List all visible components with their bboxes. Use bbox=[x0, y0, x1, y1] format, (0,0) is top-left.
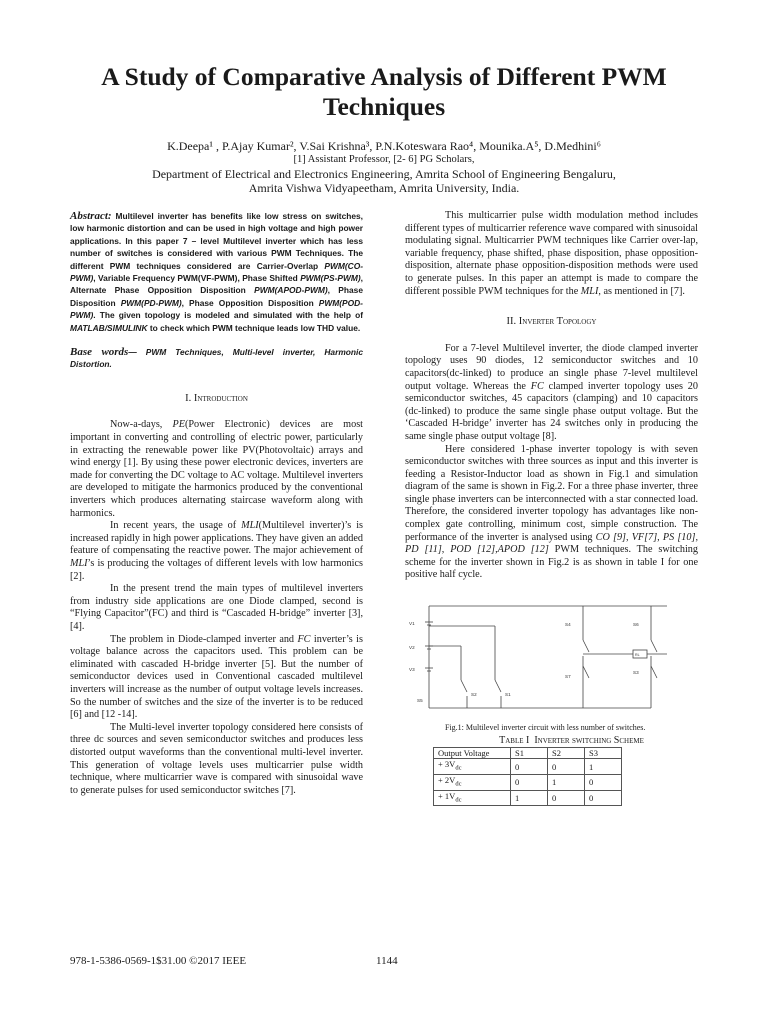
table-row bbox=[434, 790, 622, 806]
header-cell: Output Voltage bbox=[434, 748, 511, 759]
inverter-circuit-diagram bbox=[405, 596, 675, 722]
author-roles: [1] Assistant Professor, [2- 6] PG Scholars, bbox=[293, 154, 475, 165]
intro-paragraph-5: The Multi-level inverter topology considered here consists of three dc sources and seven semiconductor switches and produces less distorted output waveforms than the conventional multi-level inverter. This generation of voltage levels uses multicarrier pulse width technique, where multicarrier wave is compared with sinusoidal wave to generate pulses for used semiconductor switches [7]. bbox=[70, 721, 363, 796]
label-s4: S4 bbox=[565, 622, 571, 628]
label-s5: S5 bbox=[417, 698, 423, 704]
table-row bbox=[434, 759, 622, 775]
table-caption: Table I Inverter switching Scheme bbox=[499, 734, 644, 746]
table-cell: 0 bbox=[548, 790, 585, 806]
topology-paragraph-2: Here considered 1-phase inverter topology is with seven semiconductor switches with three sources as input and this inverter is feeding a Resistor-Inductor load as shown in Fig.1 and simulation diagram of the same is shown in Fig.2. For a three phase inverter, three single phase inverters can be interconnected with a star connected load. Therefore, the considered inverter topology has advantages like non-complex gate controlling, minimum cost, simple construction. The performance of the inverter is analysed using CO [9], VF[7], PS [10], PD [11], POD [12],APOD [12] PWM techniques. The switching scheme for the inverter shown in Fig.2 is as shown in table I for one positive half cycle. bbox=[405, 443, 699, 581]
label-v2: V2 bbox=[409, 645, 415, 651]
keywords: Base words— PWM Techniques, Multi-level inverter, Harmonic Distortion. bbox=[70, 346, 363, 370]
footer-isbn: 978-1-5386-0569-1$31.00 ©2017 IEEE bbox=[70, 955, 247, 967]
table-cell: 0 bbox=[548, 759, 585, 775]
intro-paragraph-4: The problem in Diode-clamped inverter and FC inverter’s is voltage balance across the capacitors used. This problem can be eliminated with cascaded H-bridge inverter [5]. But the number of semiconductor devices used in Conventional cascaded multilevel inverters will increase as the number of output voltage levels increases. So the number of switches and the size of the inverter is to be reduced [6] and [12 -14]. bbox=[70, 633, 363, 721]
label-v3: V3 bbox=[409, 667, 415, 673]
label-v1: V1 bbox=[409, 621, 415, 627]
section-heading-introduction: I. Introduction bbox=[185, 392, 248, 404]
topology-paragraph-1: For a 7-level Multilevel inverter, the diode clamped inverter topology uses 90 diodes, 12 semiconductor switches and 10 capacitors(dc-linked) to produce an single phase 7-level multilevel output voltage. Whereas the FC clamped inverter topology uses 20 semiconductor switches, 45 capacitors (clamping) and 10 capacitors (dc-linked) to produce the same single phase output voltage. But the ‘Cascaded H-bridge’ inverter has 24 switches only in producing the same single phase output voltage [8]. bbox=[405, 342, 698, 442]
right-paragraph-1: This multicarrier pulse width modulation method includes different types of multicarrier reference wave compared with sinusoidal modulating signal. Multicarrier PWM techniques like Carrier over-lap, variable frequency, phase shifted, phase disposition, phase opposition-disposition, alternate phase opposition-disposition methods were used to generate pulses. In this paper an attempt is made to compare the different possible PWM techniques for the MLI, as mentioned in [7]. bbox=[405, 210, 698, 297]
switching-table bbox=[433, 747, 622, 806]
voltage-cell: + $2V_{dc}$ bbox=[434, 774, 511, 790]
paper-title: A Study of Comparative Analysis of Different PWM Techniques bbox=[101, 62, 667, 121]
label-load: RL bbox=[635, 653, 640, 658]
label-s7: S7 bbox=[565, 674, 571, 680]
intro-paragraph-1: Now-a-days, PE(Power Electronic) devices are most important in converting and controlling of electric power, particularly in extracting the renewable power like PV(Photovoltaic) arrays and wind energy [1]. By using these power electronic devices, inverters are made for converting the DC voltage to AC voltage. Multilevel inverters are developed to mitigate the harmonics produced by the conventional inverters which produces alternating staircase waveform along with harmonics. bbox=[70, 419, 363, 519]
table-row bbox=[434, 774, 622, 790]
table-cell: 0 bbox=[585, 790, 622, 806]
author-university: Amrita Vishwa Vidyapeetham, Amrita University, India. bbox=[248, 181, 520, 195]
header-cell: S2 bbox=[548, 748, 585, 759]
label-s6: S6 bbox=[633, 622, 639, 628]
table-cell: 0 bbox=[585, 774, 622, 790]
page-number: 1144 bbox=[376, 955, 398, 967]
table-cell: 1 bbox=[511, 790, 548, 806]
right-column bbox=[405, 210, 698, 806]
figure-caption: Fig.1: Multilevel inverter circuit with less number of switches. bbox=[445, 723, 646, 733]
table-cell: 1 bbox=[548, 774, 585, 790]
section-heading-topology: II. Inverter Topology bbox=[506, 316, 597, 328]
label-s3: S3 bbox=[633, 670, 639, 676]
intro-paragraph-3: In the present trend the main types of multilevel inverters from industry side applications are one Diode clamped, second is “Flying Capacitor”(FC) and third is “Cascaded H-bridge” inverter [3],[4]. bbox=[70, 583, 363, 632]
voltage-cell: + $3V_{dc}$ bbox=[434, 759, 511, 775]
table-cell: 0 bbox=[511, 759, 548, 775]
table-cell: 0 bbox=[511, 774, 548, 790]
label-s2: S2 bbox=[471, 692, 477, 698]
author-names: K.Deepa¹ , P.Ajay Kumar², V.Sai Krishna³, P.N.Koteswara Rao⁴, Mounika.A⁵, D.Medhini⁶ bbox=[167, 139, 601, 153]
header-cell: S3 bbox=[585, 748, 622, 759]
table-header-row bbox=[434, 748, 622, 759]
table-cell: 1 bbox=[585, 759, 622, 775]
author-department: Department of Electrical and Electronics Engineering, Amrita School of Engineering Bengaluru, bbox=[152, 167, 616, 181]
author-block bbox=[40, 139, 728, 195]
label-s1: S1 bbox=[505, 692, 511, 698]
voltage-cell: + $1V_{dc}$ bbox=[434, 790, 511, 806]
header-cell: S1 bbox=[511, 748, 548, 759]
intro-paragraph-2: In recent years, the usage of MLI(Multilevel inverter)’s is increased rapidly in high power applications. They have given an added feature of compensating the reactive power. The major achievement of MLI’s is producing the voltages of different levels with low harmonics [2]. bbox=[70, 520, 363, 582]
abstract: Abstract: Multilevel inverter has benefits like low stress on switches, low harmonic distortion and can be used in high voltage and high power applications. In this paper 7 – level Multilevel inverter which has less number of switches is considered with various PWM Techniques. The different PWM techniques considered are Carrier-Overlap PWM(CO-PWM), Variable Frequency PWM(VF-PWM), Phase Shifted PWM(PS-PWM), Alternate Phase Opposition Disposition PWM(APOD-PWM), Phase Disposition PWM(PD-PWM), Phase Opposition Disposition PWM(POD-PWM). The given topology is modeled and simulated with the help of MATLAB/SIMULINK to check which PWM technique leads low THD value. bbox=[70, 210, 363, 333]
left-column bbox=[70, 210, 363, 797]
